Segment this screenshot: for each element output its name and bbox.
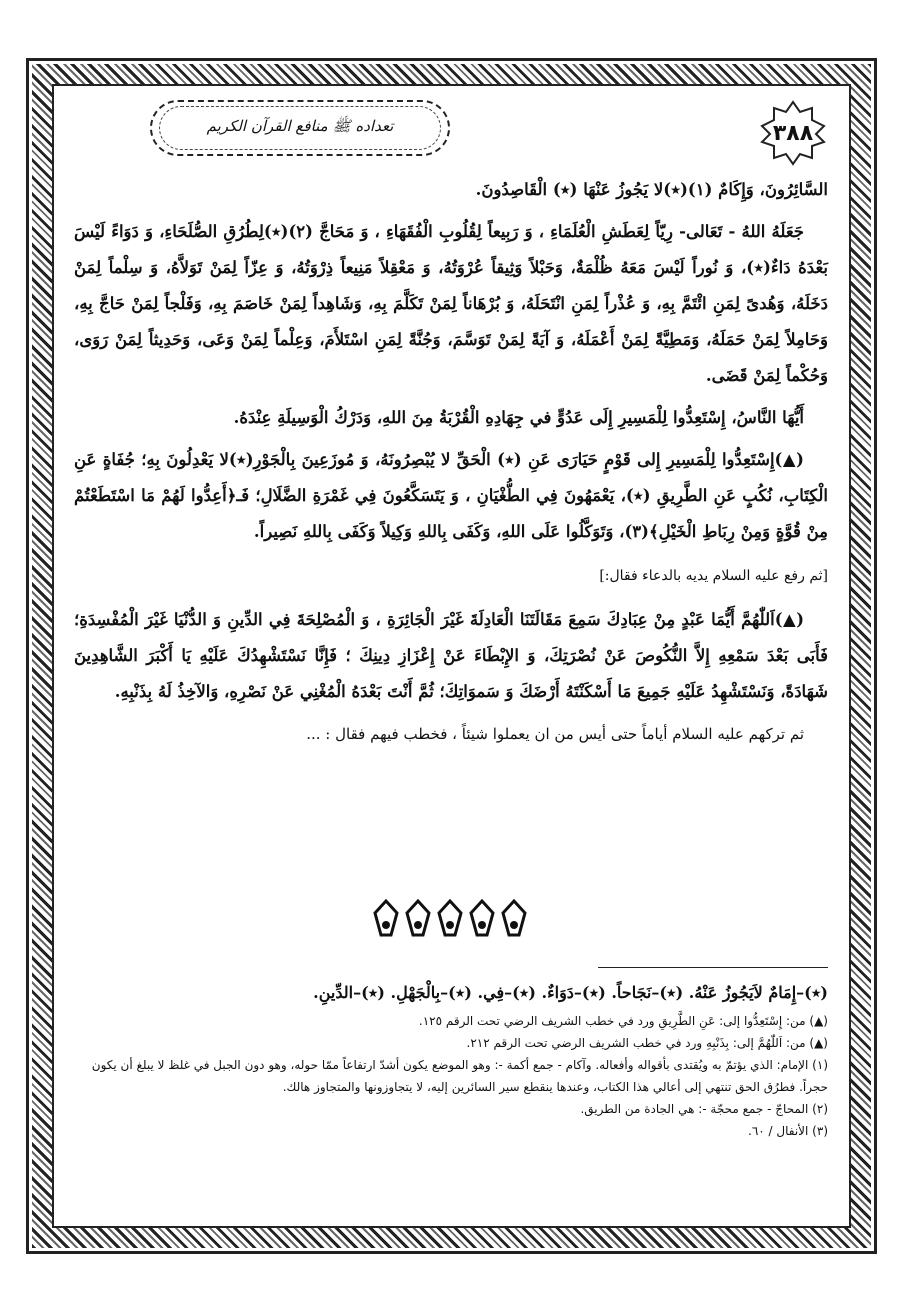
page-number: ٣٨٨ xyxy=(772,120,814,146)
paragraph-2: جَعَلَهُ اللهُ - تَعَالى- رِيّاً لِعَطَشِ الْعُلَمَاءِ ، وَ رَبِيعاً لِقُلُوبِ الْفُقَهَاءِ ، وَ مَحَاجَّ (٢)(٭)لِطُرُقِ الصُّلَحَاءِ، وَ دَوَاءً لَيْسَ بَعْدَهُ دَاءٌ(٭)، وَ نُوراً لَيْسَ مَعَهُ ظُلْمَةٌ، وَحَبْلاً وَثِيقاً عُرْوَتُهُ، وَ مَعْقِلاً مَنِيعاً ذِرْوَتُهُ، وَ عِزّاً لِمَنْ تَوَلاَّهُ، وَ سِلْماً لِمَنْ دَخَلَهُ، وَهُدىً لِمَنِ ائْتَمَّ بِهِ، وَ عُذْراً لِمَنِ انْتَحَلَهُ، وَ بُرْهَاناً لِمَنْ تَكَلَّمَ بِهِ، وَشَاهِداً لِمَنْ خَاصَمَ بِهِ، وَفَلْجاً لِمَنْ حَاجَّ بِهِ، وَحَامِلاً لِمَنْ حَمَلَهُ، وَمَطِيَّةً لِمَنْ أَعْمَلَهُ، وَ آيَةً لِمَنْ تَوَسَّمَ، وَجُنَّةً لِمَنِ اسْتَلأَمَ، وَعِلْماً لِمَنْ وَعَى، وَحَدِيثاً لِمَنْ رَوَى، وَحُكْماً لِمَنْ قَضَى. xyxy=(74,222,828,385)
ornament-motif-icon xyxy=(405,899,431,937)
section-ornament xyxy=(370,898,530,938)
ornament-motif-icon xyxy=(501,899,527,937)
footnote-3: (٣) الأنفال / ٦٠. xyxy=(748,1124,828,1138)
footnote-rule xyxy=(598,967,828,968)
running-title: تعداده ﷺ منافع القرآن الكريم xyxy=(159,106,441,150)
paragraph-3: أَيُّهَا النَّاسُ، إِسْتَعِدُّوا لِلْمَسِيرِ إِلَى عَدُوٍّ في جِهَادِهِ الْقُرْبَةُ مِنَ اللهِ، وَدَرْكُ الْوَسِيلَةِ عِنْدَهُ. xyxy=(233,408,804,427)
footnote-2: (٢) المحاجّ - جمع محجّة -: هي الجادة من الطريق. xyxy=(580,1102,828,1116)
page-number-badge xyxy=(760,100,826,166)
aside-note: [ثم رفع عليه السلام يديه بالدعاء فقال:] xyxy=(599,568,828,584)
footnote-variants: (٭)–إِمَامٌ لاَيَجُوزُ عَنْهُ. (٭)–نَجَاحاً. (٭)–دَوَاءٌ. (٭)–فِي. (٭)–بِالْجَهْلِ. (٭)–الدِّينِ. xyxy=(313,983,828,1002)
paragraph-6: ثم تركهم عليه السلام أياماً حتى أيس من ان يعملوا شيئاً ، فخطب فيهم فقال : ... xyxy=(306,725,804,743)
ornament-motif-icon xyxy=(469,899,495,937)
footnotes xyxy=(74,976,828,1142)
running-header xyxy=(150,100,450,156)
main-text xyxy=(74,172,828,758)
paragraph-4: (▲)إِسْتَعِدُّوا لِلْمَسِيرِ إِلى قَوْمٍ حَيَارَى عَنِ (٭) الْحَقِّ لا يُبْصِرُونَهُ، وَ مُوزَعِينَ بِالْجَوْرِ(٭)لا يَعْدِلُونَ بِهِ؛ جُفَاةٍ عَنِ الْكِتَابِ، نُكُبٍ عَنِ الطَّرِيقِ (٭)، يَعْمَهُونَ فِي الطُّغْيَانِ ، وَ يَتَسَكَّعُونَ فِي غَمْرَةِ الضَّلَالِ؛ فَـ﴿أَعِدُّوا لَهُمْ مَا اسْتَطَعْتُمْ مِنْ قُوَّةٍ وَمِنْ رِبَاطِ الْخَيْلِ﴾(٣)، وَتَوَكَّلُوا عَلَى اللهِ، وَكَفَى بِاللهِ وَكِيلاً وَكَفَى بِاللهِ نَصِيراً. xyxy=(74,450,828,541)
footnote-source-1: (▲) من: إِسْتَعِدُّوا إلى: عَنِ الطَّرِيقِ ورد في خطب الشريف الرضي تحت الرقم ١٢٥. xyxy=(418,1014,828,1028)
footnote-1: (١) الإمام: الذي يؤتمّ به ويُقتدى بأقواله وأفعاله. وآكام - جمع أكمة -: وهو الموضع يكون أشدّ ارتفاعاً ممّا حوله، وهو دون الجبل في غلظ لا يبلغ أن يكون حجراً. فطرُق الحق تنتهي إلى أعالي هذا الكتاب، وعندها ينقطع سير السائرين إليه، لا يتجاوزونها والمتجاوز هالك. xyxy=(91,1058,828,1094)
paragraph-1: السَّائِرُونَ، وَإِكَامٌ (١)(٭)لا يَجُوزُ عَنْهَا (٭) الْقَاصِدُونَ. xyxy=(475,180,828,199)
ornament-motif-icon xyxy=(373,899,399,937)
footnote-source-2: (▲) من: اَللّٰهُمَّ إلى: بِذَنْبِهِ ورد في خطب الشريف الرضي تحت الرقم ٢١٢. xyxy=(466,1036,828,1050)
ornament-motif-icon xyxy=(437,899,463,937)
paragraph-5: (▲)اَللّٰهُمَّ أَيُّمَا عَبْدٍ مِنْ عِبَادِكَ سَمِعَ مَقَالَتَنَا الْعَادِلَةَ غَيْرَ الْجَائِرَةِ ، وَ الْمُصْلِحَةَ فِي الدِّينِ وَ الدُّنْيَا غَيْرَ الْمُفْسِدَةِ؛ فَأَبَى بَعْدَ سَمْعِهِ إِلاَّ النُّكُوصَ عَنْ نُصْرَتِكَ، وَ الإِبْطَاءَ عَنْ إِعْزَازِ دِينِكَ ؛ فَإِنَّا نَسْتَشْهِدُكَ عَلَيْهِ يَا أَكْبَرَ الشَّاهِدِينَ شَهَادَةً، وَنَسْتَشْهِدُ عَلَيْهِ جَمِيعَ مَا أَسْكَنْتَهُ أَرْضَكَ وَ سَموَاتِكَ؛ ثُمَّ أَنْتَ بَعْدَهُ الْمُغْنِي عَنْ نَصْرِهِ، وَالآخِذُ لَهُ بِذَنْبِهِ. xyxy=(74,610,828,701)
